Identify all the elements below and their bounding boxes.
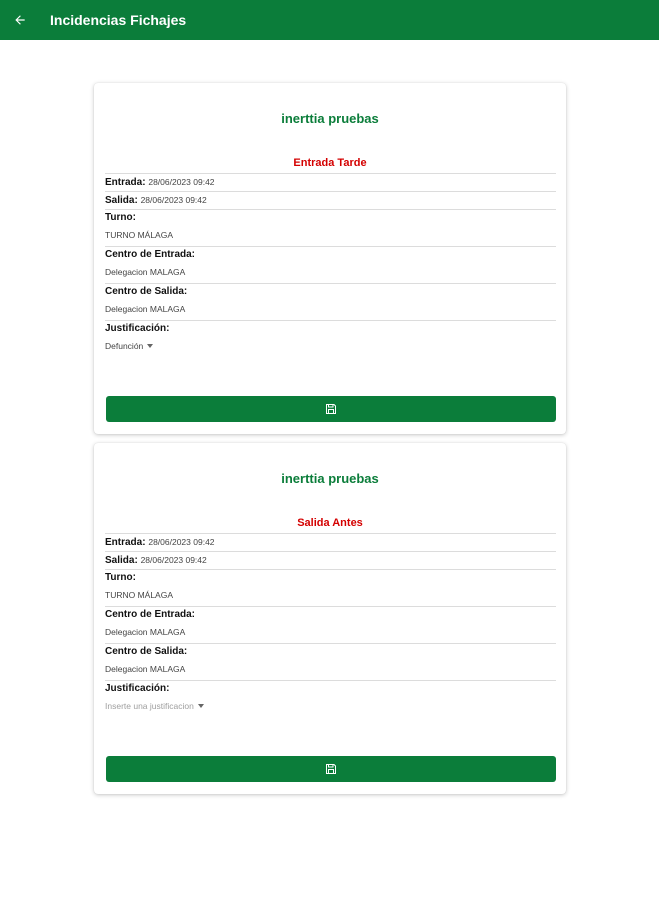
- employee-name: inerttia pruebas: [281, 111, 379, 126]
- salida-row: [105, 191, 556, 209]
- incidence-type: Entrada Tarde: [293, 157, 367, 169]
- salida-value: 28/06/2023 09:42: [140, 195, 207, 205]
- justificacion-select[interactable]: [105, 701, 204, 711]
- entrada-value: 28/06/2023 09:42: [148, 177, 215, 187]
- centro-entrada-row: [105, 606, 556, 643]
- justificacion-row: [105, 320, 556, 357]
- centro-salida-value: Delegacion MALAGA: [105, 664, 186, 674]
- turno-value: TURNO MÁLAGA: [105, 590, 174, 600]
- back-button[interactable]: [0, 0, 40, 40]
- entrada-label: Entrada:: [105, 537, 146, 548]
- save-icon: [325, 763, 337, 775]
- arrow-left-icon: [13, 13, 27, 27]
- centro-entrada-label: Centro de Entrada:: [105, 249, 196, 260]
- centro-salida-label: Centro de Salida:: [105, 646, 188, 657]
- incidence-type: Salida Antes: [297, 517, 363, 529]
- justificacion-value: Defunción: [105, 341, 144, 351]
- incidence-card: [94, 83, 566, 434]
- incidence-card: [94, 443, 566, 794]
- salida-value: 28/06/2023 09:42: [140, 555, 207, 565]
- turno-label: Turno:: [105, 572, 136, 583]
- salida-label: Salida:: [105, 195, 138, 206]
- save-button[interactable]: [106, 756, 556, 782]
- turno-value: TURNO MÁLAGA: [105, 230, 174, 240]
- app-bar: [0, 0, 659, 40]
- turno-label: Turno:: [105, 212, 136, 223]
- save-button[interactable]: [106, 396, 556, 422]
- entrada-row: [105, 173, 556, 191]
- centro-entrada-value: Delegacion MALAGA: [105, 627, 186, 637]
- entrada-row: [105, 533, 556, 551]
- entrada-label: Entrada:: [105, 177, 146, 188]
- dropdown-caret-icon: [198, 704, 204, 708]
- justificacion-row: [105, 680, 556, 717]
- centro-salida-row: [105, 283, 556, 320]
- centro-entrada-value: Delegacion MALAGA: [105, 267, 186, 277]
- centro-entrada-label: Centro de Entrada:: [105, 609, 196, 620]
- turno-row: [105, 569, 556, 606]
- justificacion-select[interactable]: [105, 341, 153, 351]
- centro-salida-row: [105, 643, 556, 680]
- salida-row: [105, 551, 556, 569]
- justificacion-label: Justificación:: [105, 323, 170, 334]
- save-icon: [325, 403, 337, 415]
- employee-name: inerttia pruebas: [281, 471, 379, 486]
- justificacion-placeholder: Inserte una justificacion: [105, 701, 194, 711]
- centro-entrada-row: [105, 246, 556, 283]
- salida-label: Salida:: [105, 555, 138, 566]
- dropdown-caret-icon: [147, 344, 153, 348]
- centro-salida-value: Delegacion MALAGA: [105, 304, 186, 314]
- turno-row: [105, 209, 556, 246]
- entrada-value: 28/06/2023 09:42: [148, 537, 215, 547]
- centro-salida-label: Centro de Salida:: [105, 286, 188, 297]
- justificacion-label: Justificación:: [105, 683, 170, 694]
- page-title: Incidencias Fichajes: [50, 12, 187, 28]
